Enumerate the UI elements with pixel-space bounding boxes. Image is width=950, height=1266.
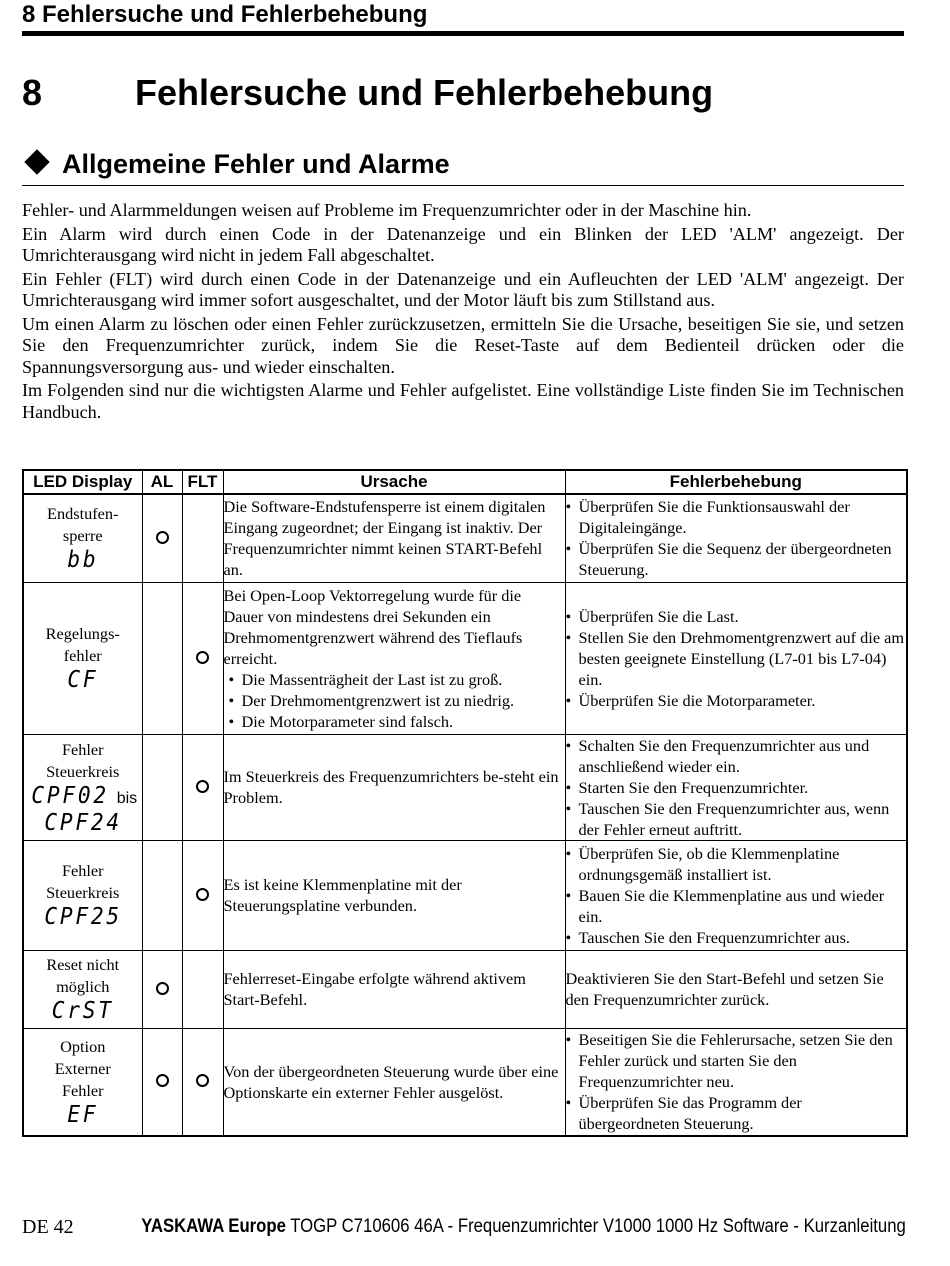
remedy-text: Deaktivieren Sie den Start-Befehl und setzen Sie den Frequenzumrichter zurück. xyxy=(565,969,884,1009)
chapter-number: 8 xyxy=(22,72,43,113)
flt-circle-icon xyxy=(196,780,209,793)
fault-name-line: möglich xyxy=(56,977,110,996)
al-indicator-cell xyxy=(142,734,182,840)
table-row xyxy=(23,1028,907,1136)
intro-paragraph: Ein Fehler (FLT) wird durch einen Code in der Datenanzeige und ein Aufleuchten der LED 'ALM' angezeigt. Der Umrichterausgang wird immer sofort ausgeschaltet, und der Motor läuft bis zum Stillstand aus. xyxy=(22,268,904,310)
list-item: • Starten Sie den Frequenzumrichter. xyxy=(566,777,907,798)
header-remedy: Fehlerbehebung xyxy=(565,470,907,494)
table-body xyxy=(23,494,907,1136)
cause-cell xyxy=(223,494,565,582)
led-display-cell xyxy=(23,840,142,950)
list-item: • Die Massenträgheit der Last ist zu groß. xyxy=(229,669,565,690)
cause-text: Von der übergeordneten Steuerung wurde über eine Optionskarte ein externer Fehler ausgelöst. xyxy=(223,1061,559,1102)
al-indicator-cell xyxy=(142,582,182,734)
brand-name: YASKAWA Europe xyxy=(141,1216,287,1237)
fault-name-line: sperre xyxy=(62,526,103,546)
fault-name-line: fehler xyxy=(63,646,102,665)
fault-name-line: Fehler xyxy=(61,1080,104,1100)
intro-text xyxy=(22,200,904,425)
fault-name-line: Reset nicht xyxy=(46,955,120,974)
list-item: • Schalten Sie den Frequenzumrichter aus und anschließend wieder ein. xyxy=(566,735,907,777)
fault-name-line: Steuerkreis xyxy=(46,761,120,781)
table-row xyxy=(23,734,907,840)
led-code: CPF02 xyxy=(31,782,110,809)
fault-name-line: Regelungs- xyxy=(45,624,120,643)
remedy-list xyxy=(566,843,907,948)
diamond-bullet-icon xyxy=(24,149,49,174)
cause-text: Die Software-Endstufensperre ist einem digitalen Eingang zugeordnet; der Eingang ist inaktiv. Der Frequenzumrichter nimmt keinen START-Befehl an. xyxy=(223,497,546,580)
led-code-line xyxy=(24,810,142,836)
remedy-cell xyxy=(565,494,907,582)
remedy-cell xyxy=(565,840,907,950)
led-code: EF xyxy=(67,1101,99,1128)
section-title: Allgemeine Fehler und Alarme xyxy=(62,149,450,179)
document-title: TOGP C710606 46A - Frequenzumrichter V1000 1000 Hz Software - Kurzanleitung xyxy=(290,1216,906,1237)
led-display-cell xyxy=(23,734,142,840)
list-item: • Überprüfen Sie die Sequenz der übergeordneten Steuerung. xyxy=(566,538,907,580)
fault-table xyxy=(22,469,908,1137)
cause-cell xyxy=(223,1028,565,1136)
led-code-line xyxy=(24,1102,142,1128)
document-reference xyxy=(141,1215,906,1239)
cause-list xyxy=(224,669,565,732)
table-row xyxy=(23,950,907,1028)
remedy-cell xyxy=(565,950,907,1028)
fault-name-line: Steuerkreis xyxy=(46,883,120,902)
led-code: CPF24 xyxy=(43,809,122,836)
list-item: • Die Motorparameter sind falsch. xyxy=(229,711,565,732)
header-led-display: LED Display xyxy=(23,470,142,494)
flt-indicator-cell xyxy=(182,950,223,1028)
led-display-cell xyxy=(23,950,142,1028)
table-row xyxy=(23,494,907,582)
list-item: • Überprüfen Sie, ob die Klemmenplatine ordnungsgemäß installiert ist. xyxy=(566,843,907,885)
al-indicator-cell xyxy=(142,1028,182,1136)
al-indicator-cell xyxy=(142,840,182,950)
fault-name-line: Fehler xyxy=(61,861,104,880)
header-flt: FLT xyxy=(182,470,223,494)
led-code: CrST xyxy=(51,998,114,1024)
table-row xyxy=(23,840,907,950)
cause-text: Es ist keine Klemmenplatine mit der Steuerungsplatine verbunden. xyxy=(223,875,462,915)
running-header: 8 Fehlersuche und Fehlerbehebung xyxy=(22,0,904,36)
fault-name-line: Endstufen- xyxy=(47,504,119,524)
table-row xyxy=(23,582,907,734)
cause-text: Im Steuerkreis des Frequenzumrichters be-steht ein Problem. xyxy=(223,767,559,807)
cause-cell xyxy=(223,582,565,734)
led-display-cell xyxy=(23,582,142,734)
remedy-list xyxy=(566,606,907,711)
header-cause: Ursache xyxy=(223,470,565,494)
flt-indicator-cell xyxy=(182,734,223,840)
flt-indicator-cell xyxy=(182,582,223,734)
al-circle-icon xyxy=(156,531,169,544)
flt-circle-icon xyxy=(196,888,209,901)
chapter-heading xyxy=(22,72,713,114)
led-code-line xyxy=(24,904,142,930)
led-code-line xyxy=(24,998,142,1024)
cause-cell xyxy=(223,734,565,840)
remedy-list xyxy=(566,735,907,840)
led-code: bb xyxy=(67,547,99,574)
header-al: AL xyxy=(142,470,182,494)
list-item: • Der Drehmomentgrenzwert ist zu niedrig. xyxy=(229,690,565,711)
list-item: • Beseitigen Sie die Fehlerursache, setzen Sie den Fehler zurück und starten Sie den Frequenzumrichter neu. xyxy=(566,1029,907,1092)
remedy-cell xyxy=(565,734,907,840)
page-number: DE 42 xyxy=(22,1216,74,1238)
led-display-cell xyxy=(23,1028,142,1136)
list-item: • Tauschen Sie den Frequenzumrichter aus. xyxy=(566,927,907,948)
flt-indicator-cell xyxy=(182,840,223,950)
list-item: • Stellen Sie den Drehmomentgrenzwert auf die am besten geeignete Einstellung (L7-01 bis L7-04) ein. xyxy=(566,627,907,690)
led-code-line xyxy=(24,667,142,693)
flt-indicator-cell xyxy=(182,1028,223,1136)
led-code-line xyxy=(24,783,142,810)
fault-name-line: Option xyxy=(60,1036,106,1056)
remedy-cell xyxy=(565,582,907,734)
flt-circle-icon xyxy=(196,651,209,664)
led-code: CF xyxy=(67,667,99,693)
remedy-cell xyxy=(565,1028,907,1136)
chapter-title: Fehlersuche und Fehlerbehebung xyxy=(135,72,714,113)
led-display-cell xyxy=(23,494,142,582)
led-code-line xyxy=(24,547,142,573)
intro-paragraph: Im Folgenden sind nur die wichtigsten Alarme und Fehler aufgelistet. Eine vollständige Liste finden Sie im Technischen Handbuch. xyxy=(22,380,904,422)
intro-paragraph: Fehler- und Alarmmeldungen weisen auf Probleme im Frequenzumrichter oder in der Maschine hin. xyxy=(22,200,752,220)
remedy-list xyxy=(566,1029,907,1134)
fault-name-line: Externer xyxy=(54,1058,111,1078)
al-indicator-cell xyxy=(142,950,182,1028)
cause-text: Bei Open-Loop Vektorregelung wurde für die Dauer von mindestens drei Sekunden ein Drehmomentgrenzwert während des Tieflaufs erreicht. xyxy=(223,585,523,668)
fault-name-line: Fehler xyxy=(61,739,104,759)
intro-paragraph: Ein Alarm wird durch einen Code in der Datenanzeige und ein Blinken der LED 'ALM' angezeigt. Der Umrichterausgang wird nicht in jedem Fall abgeschaltet. xyxy=(22,223,904,265)
cause-cell xyxy=(223,840,565,950)
cause-cell xyxy=(223,950,565,1028)
remedy-list xyxy=(566,496,907,580)
intro-paragraph: Um einen Alarm zu löschen oder einen Fehler zurückzusetzen, ermitteln Sie die Ursache, beseitigen Sie sie, und setzen Sie den Frequenzumrichter zurück, indem Sie die Reset-Taste auf dem Bedienteil drücken oder die Spannungsversorgung aus- und wieder einschalten. xyxy=(22,313,904,377)
flt-indicator-cell xyxy=(182,494,223,582)
list-item: • Bauen Sie die Klemmenplatine aus und wieder ein. xyxy=(566,885,907,927)
led-code: CPF25 xyxy=(43,904,122,930)
list-item: • Überprüfen Sie die Funktionsauswahl der Digitaleingänge. xyxy=(566,496,907,538)
list-item: • Tauschen Sie den Frequenzumrichter aus, wenn der Fehler erneut auftritt. xyxy=(566,798,907,840)
list-item: • Überprüfen Sie die Motorparameter. xyxy=(566,690,907,711)
cause-text: Fehlerreset-Eingabe erfolgte während aktivem Start-Befehl. xyxy=(223,969,526,1009)
al-circle-icon xyxy=(156,1074,169,1087)
code-range-word: bis xyxy=(116,789,138,807)
list-item: • Überprüfen Sie das Programm der übergeordneten Steuerung. xyxy=(566,1092,907,1134)
section-heading xyxy=(22,144,904,186)
al-indicator-cell xyxy=(142,494,182,582)
flt-circle-icon xyxy=(196,1074,209,1087)
al-circle-icon xyxy=(156,982,169,995)
list-item: • Überprüfen Sie die Last. xyxy=(566,606,907,627)
table-header-row xyxy=(23,470,907,494)
